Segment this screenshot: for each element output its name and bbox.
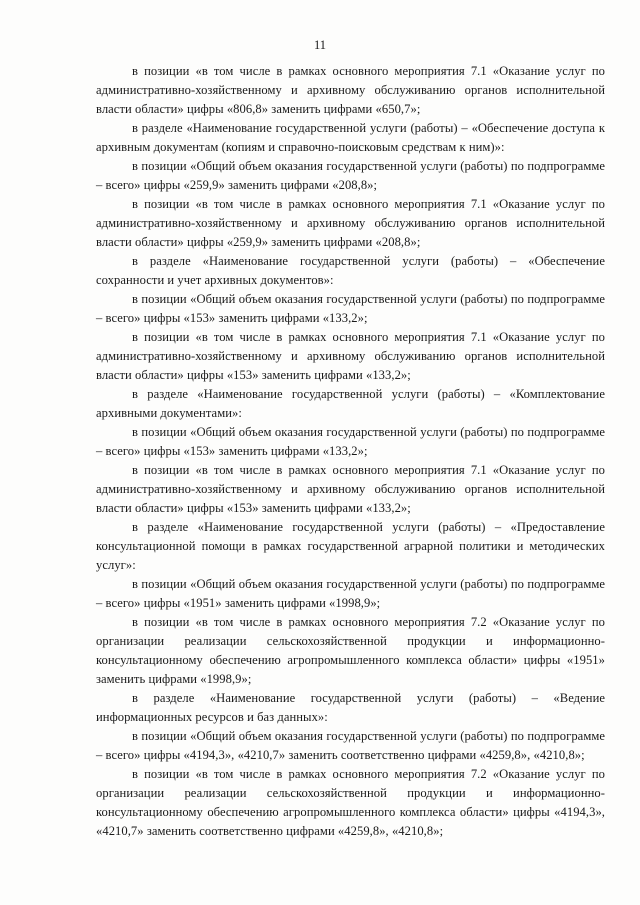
paragraph: в позиции «в том числе в рамках основного мероприятия 7.1 «Оказание услуг по административно-хозяйственному и архивному обслуживанию органов исполнительной власти области» цифры «153» заменить цифрами «133,2»;: [96, 330, 605, 382]
paragraph: в разделе «Наименование государственной услуги (работы) – «Обеспечение доступа к архивным документам (копиям и справочно-поисковым средствам к ним)»:: [96, 121, 605, 154]
paragraph: в позиции «в том числе в рамках основного мероприятия 7.2 «Оказание услуг по организации реализации сельскохозяйственной продукции и информационно-консультационному обеспечению агропромышленного комплекса области» цифры «1951» заменить цифрами «1998,9»;: [96, 615, 605, 686]
paragraph: в позиции «Общий объем оказания государственной услуги (работы) по подпрограмме – всего» цифры «4194,3», «4210,7» заменить соответственно цифрами «4259,8», «4210,8»;: [96, 729, 605, 762]
paragraph: в позиции «в том числе в рамках основного мероприятия 7.2 «Оказание услуг по организации реализации сельскохозяйственной продукции и информационно-консультационному обеспечению агропромышленного комплекса области» цифры «4194,3», «4210,7» заменить соответственно цифрами «4259,8», «4210,8»;: [96, 767, 605, 838]
paragraph: в позиции «Общий объем оказания государственной услуги (работы) по подпрограмме – всего» цифры «153» заменить цифрами «133,2»;: [96, 425, 605, 458]
paragraph: в позиции «в том числе в рамках основного мероприятия 7.1 «Оказание услуг по административно-хозяйственному и архивному обслуживанию органов исполнительной власти области» цифры «806,8» заменить цифрами «650,7»;: [96, 64, 605, 116]
paragraph: в разделе «Наименование государственной услуги (работы) – «Обеспечение сохранности и учет архивных документов»:: [96, 254, 605, 287]
paragraph: в позиции «в том числе в рамках основного мероприятия 7.1 «Оказание услуг по административно-хозяйственному и архивному обслуживанию органов исполнительной власти области» цифры «259,9» заменить цифрами «208,8»;: [96, 197, 605, 249]
paragraph: в позиции «в том числе в рамках основного мероприятия 7.1 «Оказание услуг по административно-хозяйственному и архивному обслуживанию органов исполнительной власти области» цифры «153» заменить цифрами «133,2»;: [96, 463, 605, 515]
page-number: 11: [313, 38, 327, 52]
paragraph: в позиции «Общий объем оказания государственной услуги (работы) по подпрограмме – всего» цифры «153» заменить цифрами «133,2»;: [96, 292, 605, 325]
paragraph: в позиции «Общий объем оказания государственной услуги (работы) по подпрограмме – всего» цифры «1951» заменить цифрами «1998,9»;: [96, 577, 605, 610]
paragraph: в позиции «Общий объем оказания государственной услуги (работы) по подпрограмме – всего» цифры «259,9» заменить цифрами «208,8»;: [96, 159, 605, 192]
document-body: [96, 62, 605, 841]
paragraph: в разделе «Наименование государственной услуги (работы) – «Предоставление консультационной помощи в рамках государственной аграрной политики и методических услуг»:: [96, 520, 605, 572]
paragraph: в разделе «Наименование государственной услуги (работы) – «Комплектование архивными документами»:: [96, 387, 605, 420]
paragraph: в разделе «Наименование государственной услуги (работы) – «Ведение информационных ресурсов и баз данных»:: [96, 691, 605, 724]
